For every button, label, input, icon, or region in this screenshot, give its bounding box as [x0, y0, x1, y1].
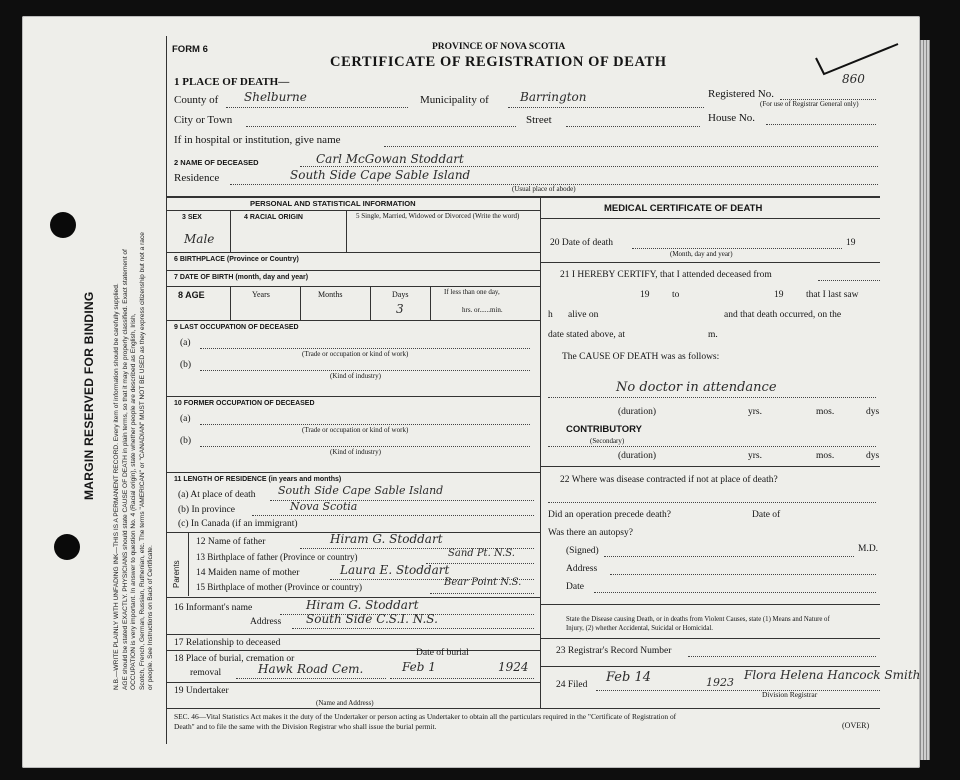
county-label: County of — [174, 94, 219, 106]
burial-date-line — [390, 678, 534, 679]
relationship-label: 17 Relationship to deceased — [174, 638, 281, 648]
burial-place-value: Hawk Road Cem. — [258, 662, 364, 676]
years-label: Years — [252, 290, 270, 299]
last-occ-b: (b) — [180, 360, 192, 370]
medical-line-2 — [540, 466, 880, 467]
residence-label: Residence — [174, 172, 220, 184]
q22-label: 22 Where was disease contracted if not at place of death? — [560, 475, 778, 485]
medical-address-label: Address — [566, 564, 598, 574]
over-label: (OVER) — [842, 721, 870, 730]
dys-2: dys — [866, 451, 880, 461]
informant-address-line — [292, 628, 534, 629]
row-line-2 — [166, 270, 540, 271]
burial-year-value: 1924 — [498, 660, 529, 674]
race-divider — [346, 210, 347, 252]
less-than-day: If less than one day, — [444, 288, 500, 296]
former-occ-b-line — [200, 446, 530, 447]
yrs-2: yrs. — [748, 451, 762, 461]
dob-label: 7 DATE OF BIRTH (month, day and year) — [174, 274, 309, 281]
date-of-label: Date of — [752, 510, 781, 520]
municipality-value: Barrington — [520, 90, 587, 104]
in-province-line — [252, 515, 534, 516]
cause-line — [548, 397, 876, 398]
house-no-line — [766, 124, 876, 125]
record-number-label: 23 Registrar's Record Number — [556, 646, 672, 656]
parents-side-label: Parents — [172, 560, 181, 588]
former-occupation-label: 10 FORMER OCCUPATION OF DECEASED — [174, 400, 315, 407]
deceased-name-label: 2 NAME OF DECEASED — [174, 158, 259, 167]
age-div-1 — [230, 286, 231, 320]
medical-line-3 — [540, 604, 880, 605]
death-date-note: (Month, day and year) — [670, 250, 733, 258]
binding-hole-bottom — [54, 534, 80, 560]
undertaker-label: 19 Undertaker — [174, 686, 229, 696]
residence-length-label: 11 LENGTH OF RESIDENCE (in years and months) — [174, 476, 342, 483]
burial-label-2: removal — [190, 668, 222, 678]
row-line-3 — [166, 286, 540, 287]
personal-heading-line — [166, 210, 540, 211]
deceased-name-value: Carl McGowan Stoddart — [316, 152, 464, 166]
parents-divider — [188, 532, 189, 596]
medical-date-line — [594, 592, 876, 593]
in-canada-label: (c) In Canada (if an immigrant) — [178, 519, 298, 529]
signed-line — [604, 556, 854, 557]
violent-note-2: Injury, (2) whether Accidental, Suicidal or Homicidal. — [566, 625, 713, 632]
certificate-title: CERTIFICATE OF REGISTRATION OF DEATH — [330, 54, 667, 70]
secondary-note: (Secondary) — [590, 437, 625, 445]
mos-1: mos. — [816, 407, 835, 417]
in-province-label: (b) In province — [178, 505, 235, 515]
municipality-label: Municipality of — [420, 94, 489, 106]
county-line — [226, 107, 408, 108]
certify-from-line — [818, 280, 880, 281]
registrar-signature: Flora Helena Hancock Smith — [744, 668, 921, 682]
medical-line-1 — [540, 262, 880, 263]
registered-no-label: Registered No. — [708, 88, 774, 100]
registrar-use-note: (For use of Registrar General only) — [760, 100, 859, 108]
death-occurred: and that death occurred, on the — [724, 310, 842, 320]
burial-label-1: 18 Place of burial, cremation or — [174, 654, 295, 664]
residence-note: (Usual place of abode) — [512, 185, 576, 193]
marital-label: 5 Single, Married, Widowed or Divorced (Write the word) — [356, 212, 520, 220]
medical-line-5 — [540, 666, 880, 667]
age-div-2 — [300, 286, 301, 320]
certify-to: to — [672, 290, 680, 300]
county-value: Shelburne — [244, 90, 307, 104]
registered-number-value: 860 — [842, 72, 865, 86]
filed-label: 24 Filed — [556, 680, 588, 690]
row-line-4 — [166, 320, 540, 321]
undertaker-note: (Name and Address) — [316, 699, 374, 707]
last-occ-industry-note: (Kind of industry) — [330, 372, 381, 380]
sec46-note-2: Death" and to file the same with the Division Registrar who shall issue the burial permit. — [174, 722, 437, 731]
operation-label: Did an operation precede death? — [548, 510, 671, 520]
filed-line — [596, 690, 880, 691]
cause-value: No doctor in attendance — [616, 380, 777, 395]
certify-19b: 19 — [774, 290, 784, 300]
mother-birth-value: Bear Point N.S. — [444, 577, 522, 588]
margin-rule — [166, 36, 167, 744]
personal-heading: PERSONAL AND STATISTICAL INFORMATION — [250, 199, 416, 208]
margin-binding-title: MARGIN RESERVED FOR BINDING — [82, 291, 96, 500]
row-line-9 — [166, 634, 540, 635]
cause-label: The CAUSE OF DEATH was as follows: — [562, 352, 720, 362]
deceased-name-line — [300, 166, 878, 167]
medical-line-4 — [540, 638, 880, 639]
informant-label: 16 Informant's name — [174, 603, 253, 613]
city-label: City or Town — [174, 114, 233, 126]
center-divider — [540, 196, 541, 708]
house-no-label: House No. — [708, 112, 756, 124]
last-occ-trade-note: (Trade or occupation or kind of work) — [302, 350, 409, 358]
autopsy-label: Was there an autopsy? — [548, 528, 633, 538]
hospital-label: If in hospital or institution, give name — [174, 134, 341, 146]
medical-address-line — [610, 574, 876, 575]
violent-note-1: State the Disease causing Death, or in deaths from Violent Causes, state (1) Means and Nature of — [566, 616, 830, 623]
medical-heading-line — [540, 218, 880, 219]
racial-label: 4 RACIAL ORIGIN — [244, 214, 303, 221]
father-value: Hiram G. Stoddart — [330, 532, 443, 546]
hospital-line — [384, 146, 878, 147]
sex-label: 3 SEX — [182, 214, 202, 221]
street-line — [566, 126, 700, 127]
days-value: 3 — [396, 302, 404, 316]
last-occupation-label: 9 LAST OCCUPATION OF DECEASED — [174, 324, 299, 331]
death-year-prefix: 19 — [846, 238, 856, 248]
medical-date-label: Date — [566, 582, 584, 592]
father-birth-value: Sand Pt. N.S. — [448, 548, 515, 559]
father-birth-label: 13 Birthplace of father (Province or country) — [196, 552, 358, 562]
contributory-line — [548, 446, 876, 447]
sex-divider — [230, 210, 231, 252]
informant-address-label: Address — [250, 617, 282, 627]
age-div-4 — [430, 286, 431, 320]
sex-value: Male — [184, 232, 215, 246]
certify-19a: 19 — [640, 290, 650, 300]
filed-date: Feb 14 — [606, 670, 651, 685]
division-registrar-label: Division Registrar — [762, 690, 818, 699]
hrs-min: hrs. or......min. — [462, 306, 503, 314]
margin-instructions: N.B.—WRITE PLAINLY WITH UNFADING INK—THIS IS A PERMANENT RECORD. Every item of information should be carefully supplied. AGE should be stated EXACTLY. PHYSICIANS should state CAUSE OF DEATH in plain terms, so that it may be properly classified. Exact statement of OCCUPATION is very important. In answer to question No. 4 (Racial origin), state whether people are described as English, Irish, Scotch, French, German, Russian, Ruthenian, etc. The terms "AMERICAN" or "CANADIAN" MUST NOT BE USED as they express citizenship but not a race or people. See Instructions on Back of Certificate. — [113, 232, 155, 690]
m-label: m. — [708, 330, 718, 340]
burial-date-label: Date of burial — [416, 648, 469, 658]
mother-label: 14 Maiden name of mother — [196, 568, 300, 578]
signed-label: (Signed) — [566, 546, 599, 556]
former-occ-trade-note: (Trade or occupation or kind of work) — [302, 426, 409, 434]
days-label: Days — [392, 290, 409, 299]
last-saw: that I last saw — [806, 290, 859, 300]
informant-address-value: South Side C.S.I. N.S. — [306, 612, 438, 626]
top-divider — [166, 196, 880, 198]
last-occ-b-line — [200, 370, 530, 371]
row-line-6 — [166, 472, 540, 473]
at-place-label: (a) At place of death — [178, 490, 256, 500]
street-label: Street — [526, 114, 552, 126]
md-label: M.D. — [858, 544, 879, 554]
mother-value: Laura E. Stoddart — [340, 563, 450, 577]
municipality-line — [508, 107, 704, 108]
duration-2: (duration) — [618, 451, 656, 461]
form-number: FORM 6 — [172, 44, 208, 55]
q22-line — [548, 502, 876, 503]
binding-hole-top — [50, 212, 76, 238]
row-line-10 — [166, 650, 540, 651]
former-occ-b: (b) — [180, 436, 192, 446]
city-line — [246, 126, 516, 127]
informant-value: Hiram G. Stoddart — [306, 598, 419, 612]
medical-heading: MEDICAL CERTIFICATE OF DEATH — [604, 203, 763, 214]
last-occ-a: (a) — [180, 338, 191, 348]
former-occ-a: (a) — [180, 414, 191, 424]
h-label: h — [548, 310, 553, 320]
row-line-1 — [166, 252, 540, 253]
birthplace-label: 6 BIRTHPLACE (Province or Country) — [174, 256, 299, 263]
burial-place-line — [236, 678, 386, 679]
mos-2: mos. — [816, 451, 835, 461]
place-of-death-label: 1 PLACE OF DEATH— — [174, 76, 290, 88]
last-occ-a-line — [200, 348, 530, 349]
province-heading: PROVINCE OF NOVA SCOTIA — [432, 42, 566, 52]
alive-on: alive on — [568, 310, 599, 320]
in-province-value: Nova Scotia — [290, 500, 358, 513]
date-above: date stated above, at — [548, 330, 626, 340]
age-label: 8 AGE — [178, 290, 205, 300]
mother-birth-label: 15 Birthplace of mother (Province or country) — [196, 582, 362, 592]
residence-value: South Side Cape Sable Island — [290, 168, 471, 182]
at-place-value: South Side Cape Sable Island — [278, 484, 444, 497]
sec46-note: SEC. 46—Vital Statistics Act makes it the duty of the Undertaker or person acting as Undertaker to obtain all the particulars required in the "Certificate of Registration of — [174, 712, 677, 721]
row-line-5 — [166, 396, 540, 397]
row-line-11 — [166, 682, 540, 683]
yrs-1: yrs. — [748, 407, 762, 417]
former-occ-a-line — [200, 424, 530, 425]
filed-year: 1923 — [706, 676, 734, 689]
father-label: 12 Name of father — [196, 537, 266, 547]
months-label: Months — [318, 290, 343, 299]
age-div-3 — [370, 286, 371, 320]
certify-line: 21 I HEREBY CERTIFY, that I attended deceased from — [560, 270, 772, 280]
dys-1: dys — [866, 407, 880, 417]
duration-1: (duration) — [618, 407, 656, 417]
burial-date-value: Feb 1 — [402, 660, 436, 674]
death-date-label: 20 Date of death — [550, 238, 614, 248]
mother-birth-line — [430, 593, 534, 594]
death-date-line — [632, 248, 842, 249]
contributory-label: CONTRIBUTORY — [566, 424, 642, 435]
former-occ-industry-note: (Kind of industry) — [330, 448, 381, 456]
footer-line — [166, 708, 880, 709]
record-number-line — [688, 656, 876, 657]
